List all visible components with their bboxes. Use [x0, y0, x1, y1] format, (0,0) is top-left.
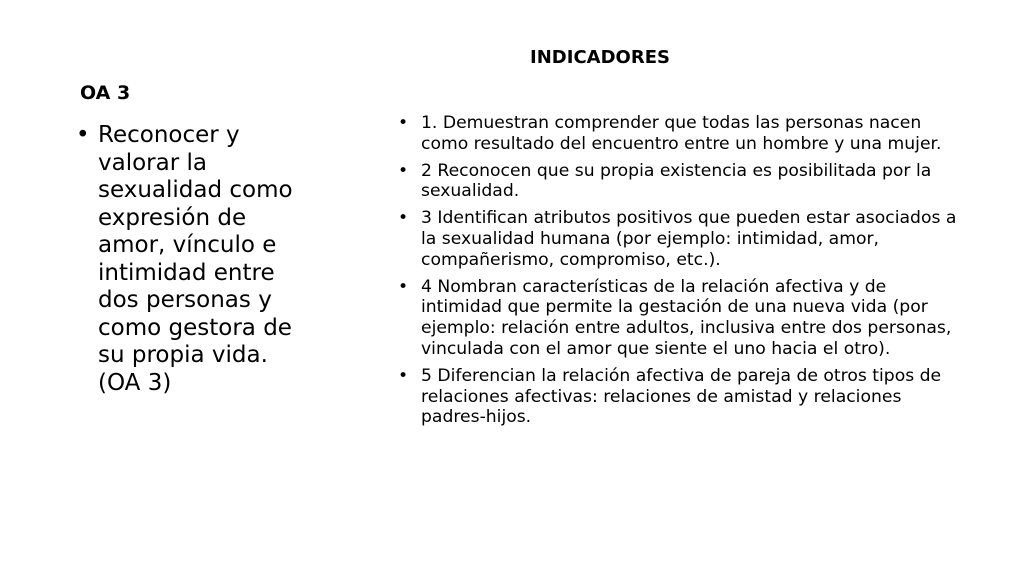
bullet-icon: •: [398, 208, 409, 229]
indicators-heading: INDICADORES: [530, 47, 670, 68]
indicator-text: 5 Diferencian la relación afectiva de pareja de otros tipos de relaciones afectivas: relaciones de amistad y relaciones padres-hijos.: [421, 365, 942, 428]
bullet-icon: •: [398, 160, 409, 181]
indicator-item: [396, 208, 971, 270]
objective-heading: OA 3: [80, 82, 131, 104]
bullet-icon: •: [398, 276, 409, 297]
bullet-icon: •: [76, 122, 90, 148]
objective-text: Reconocer y valorar la sexualidad como expresión de amor, vínculo e intimidad entre dos personas y como gestora de su propia vida. (OA 3): [98, 122, 293, 396]
indicator-text: 2 Reconocen que su propia existencia es posibilitada por la sexualidad.: [421, 160, 932, 202]
bullet-icon: •: [398, 365, 409, 386]
indicator-item: [396, 277, 971, 360]
objective-item: [76, 122, 306, 397]
bullet-icon: •: [398, 113, 409, 133]
indicator-text: 3 Identifican atributos positivos que pueden estar asociados a la sexualidad humana (por ejemplo: intimidad, amor, compañerismo, compromiso, etc.).: [421, 208, 957, 270]
indicator-text: 1. Demuestran comprender que todas las personas nacen como resultado del encuentro entre un hombre y una mujer.: [421, 113, 942, 154]
indicator-item: [396, 366, 971, 428]
indicator-text: 4 Nombran características de la relación afectiva y de intimidad que permite la gestación de una nueva vida (por ejemplo: relación entre adultos, inclusiva entre dos personas, vinculada con el amor que siente el uno hacia el otro).: [421, 276, 952, 359]
indicator-item: [396, 161, 971, 203]
indicators-list: [396, 113, 971, 434]
indicator-item: [396, 113, 971, 155]
